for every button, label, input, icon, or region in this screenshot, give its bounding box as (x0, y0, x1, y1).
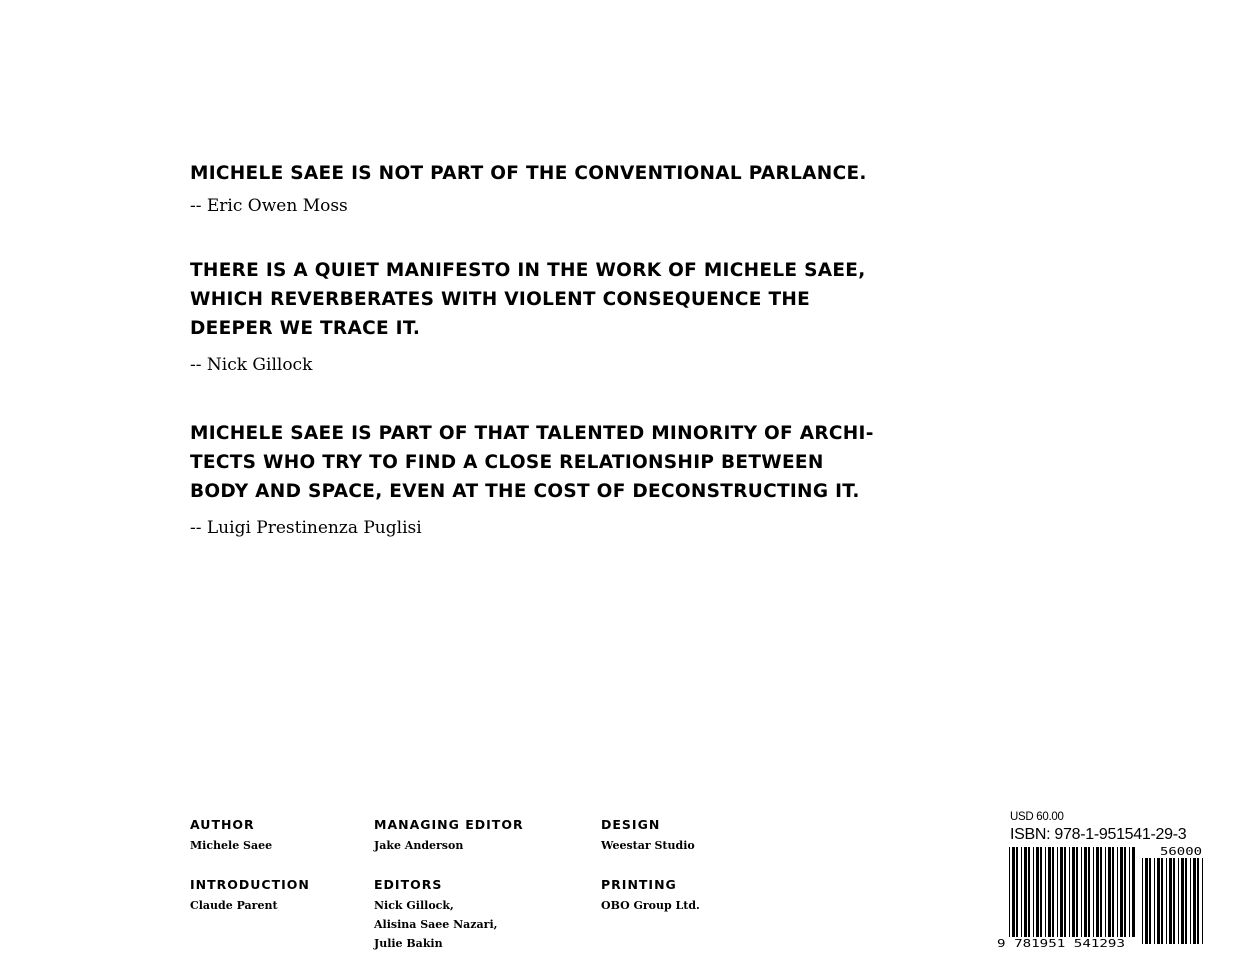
barcode-bar (1161, 858, 1163, 944)
barcode-bar (1149, 858, 1151, 944)
barcode-bar (1193, 858, 1196, 944)
barcode-bar (1024, 847, 1027, 937)
barcode-bar (1181, 858, 1184, 944)
barcode-bar (1040, 847, 1042, 937)
barcode-bar (1108, 847, 1111, 937)
barcode-bar (1045, 847, 1046, 937)
barcode-bar (1154, 858, 1155, 944)
credit-editors-value-1: Nick Gillock, (374, 899, 454, 912)
barcode-bar (1064, 847, 1066, 937)
barcode-addon-digits: 56000 (1160, 845, 1202, 858)
quote-1-line-1: MICHELE SAEE IS NOT PART OF THE CONVENTIONAL PARLANCE. (190, 163, 867, 184)
quote-2-line-3: DEEPER WE TRACE IT. (190, 318, 421, 339)
quote-3 (190, 419, 910, 506)
quote-1-attribution: -- Eric Owen Moss (190, 196, 348, 216)
barcode-bar (1060, 847, 1063, 937)
isbn-label: ISBN: 978-1-951541-29-3 (1010, 826, 1187, 843)
barcode-main-digits: 9 781951 541293 (997, 937, 1125, 950)
barcode-bar (1169, 858, 1172, 944)
barcode-bar (1142, 858, 1143, 944)
quote-3-attribution: -- Luigi Prestinenza Puglisi (190, 518, 422, 538)
barcode-bar (1069, 847, 1070, 937)
credit-editors-heading: EDITORS (374, 877, 443, 892)
barcode-bar (1052, 847, 1054, 937)
quote-2-attribution: -- Nick Gillock (190, 355, 313, 375)
credit-introduction-heading: INTRODUCTION (190, 877, 310, 892)
barcode-bar (1197, 858, 1199, 944)
quote-2 (190, 256, 910, 343)
barcode-bar (1100, 847, 1102, 937)
barcode-bar (1112, 847, 1114, 937)
quote-2-line-2: WHICH REVERBERATES WITH VIOLENT CONSEQUENCE THE (190, 289, 811, 310)
credit-managing-editor-heading: MANAGING EDITOR (374, 817, 524, 832)
barcode-bar (1033, 847, 1034, 937)
barcode-bar (1129, 847, 1130, 937)
barcode-main-bars (1009, 847, 1135, 937)
barcode-bar (1021, 847, 1022, 937)
barcode-bar (1012, 847, 1015, 937)
barcode-bar (1036, 847, 1039, 937)
credit-author-heading: AUTHOR (190, 817, 255, 832)
barcode-graphic (995, 845, 1207, 953)
credit-introduction-value: Claude Parent (190, 899, 278, 912)
barcode-bar (1157, 858, 1160, 944)
barcode-bar (1202, 858, 1203, 944)
barcode-bar (1016, 847, 1018, 937)
barcode-bar (1178, 858, 1179, 944)
credit-editors-value-2: Alisina Saee Nazari, (374, 918, 498, 931)
quote-3-line-3: BODY AND SPACE, EVEN AT THE COST OF DECONSTRUCTING IT. (190, 481, 860, 502)
barcode-bar (1057, 847, 1058, 937)
barcode-bar (1088, 847, 1090, 937)
credit-design-value: Weestar Studio (601, 839, 695, 852)
credit-editors-value-3: Julie Bakin (374, 937, 443, 950)
credit-printing-value: OBO Group Ltd. (601, 899, 700, 912)
price-label: USD 60.00 (1010, 811, 1064, 823)
barcode-bar (1081, 847, 1082, 937)
barcode-bar (1132, 847, 1135, 937)
barcode-bar (1190, 858, 1191, 944)
barcode-bar (1096, 847, 1099, 937)
barcode-addon-bars (1142, 858, 1203, 944)
barcode-bar (1076, 847, 1078, 937)
barcode-bar (1124, 847, 1126, 937)
credit-printing-heading: PRINTING (601, 877, 677, 892)
barcode-bar (1145, 858, 1148, 944)
barcode-bar (1028, 847, 1030, 937)
barcode-bar (1093, 847, 1094, 937)
barcode-bar (1048, 847, 1051, 937)
isbn-barcode (995, 845, 1207, 953)
barcode-bar (1105, 847, 1106, 937)
quote-2-line-1: THERE IS A QUIET MANIFESTO IN THE WORK OF MICHELE SAEE, (190, 260, 866, 281)
barcode-bar (1084, 847, 1087, 937)
barcode-bar (1173, 858, 1175, 944)
barcode-bar (1120, 847, 1123, 937)
barcode-bar (1117, 847, 1118, 937)
barcode-bar (1185, 858, 1187, 944)
quote-3-line-1: MICHELE SAEE IS PART OF THAT TALENTED MINORITY OF ARCHI- (190, 423, 874, 444)
barcode-bar (1166, 858, 1167, 944)
credit-author-value: Michele Saee (190, 839, 273, 852)
credit-managing-editor-value: Jake Anderson (374, 839, 464, 852)
barcode-bar (1072, 847, 1075, 937)
quote-1 (190, 159, 910, 188)
credit-design-heading: DESIGN (601, 817, 661, 832)
barcode-bar (1009, 847, 1010, 937)
quote-3-line-2: TECTS WHO TRY TO FIND A CLOSE RELATIONSHIP BETWEEN (190, 452, 824, 473)
